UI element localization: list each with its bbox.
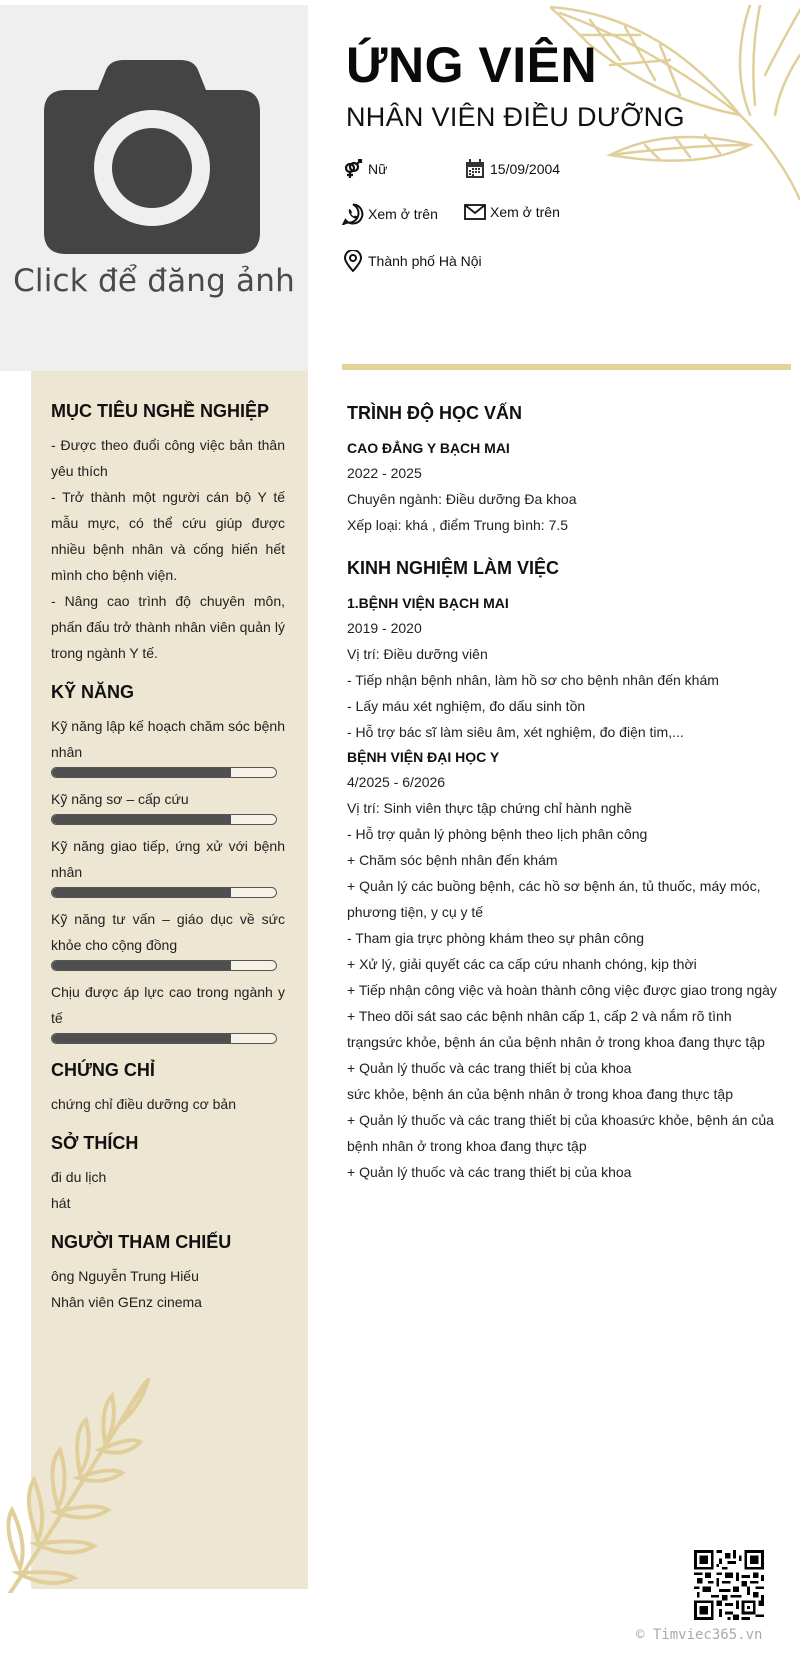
location-pin-icon (342, 250, 364, 272)
gender-value: Nữ (368, 161, 388, 177)
reference-item: ông Nguyễn Trung Hiếu (51, 1268, 199, 1284)
experience-section (347, 558, 777, 1185)
job-line: + Quản lý các buồng bệnh, các hồ sơ bệnh án, tủ thuốc, máy móc, phương tiện, y cụ y tế (347, 878, 761, 920)
photo-upload-area[interactable] (0, 5, 308, 371)
job-period: 2019 - 2020 (347, 620, 422, 636)
skill-item (51, 833, 285, 898)
experience-heading: KINH NGHIỆM LÀM VIỆC (347, 558, 560, 578)
skill-label: Kỹ năng tư vấn – giáo dục về sức khỏe cho cộng đồng (51, 911, 285, 953)
address-info (342, 250, 482, 272)
objective-line: - Trở thành một người cán bộ Y tế mẫu mực, có thể cứu giúp được nhiều bệnh nhân và cống hiến hết mình cho bệnh viện. (51, 489, 285, 583)
leaf-decoration-icon (0, 1378, 160, 1593)
skills-section (51, 682, 285, 1044)
skill-item (51, 713, 285, 778)
gender-info (342, 158, 387, 180)
gender-icon (342, 158, 364, 180)
dob-value: 15/09/2004 (490, 161, 561, 177)
education-period: 2022 - 2025 (347, 465, 422, 481)
job-period: 4/2025 - 6/2026 (347, 774, 446, 790)
education-heading: TRÌNH ĐỘ HỌC VẤN (347, 403, 522, 423)
skill-bar (51, 960, 277, 971)
job-org: 1.BỆNH VIỆN BẠCH MAI (347, 595, 509, 611)
qr-code-icon (694, 1550, 764, 1620)
job-line: - Hỗ trợ quản lý phòng bệnh theo lịch phân công (347, 826, 648, 842)
main-content (347, 403, 777, 1205)
skills-heading: KỸ NĂNG (51, 682, 135, 702)
address-value: Thành phố Hà Nội (368, 253, 482, 269)
skill-bar (51, 1033, 277, 1044)
candidate-name: ỨNG VIÊN (346, 37, 598, 93)
certificates-section (51, 1060, 285, 1117)
job-line: sức khỏe, bệnh án của bệnh nhân ở trong khoa đang thực tập (347, 1086, 733, 1102)
phone-icon (342, 203, 364, 225)
skill-item (51, 786, 285, 825)
objective-line: - Nâng cao trình độ chuyên môn, phấn đấu trở thành nhân viên quản lý trong ngành Y tế. (51, 593, 285, 661)
skill-label: Kỹ năng lập kế hoạch chăm sóc bệnh nhân (51, 718, 285, 760)
phone-info (342, 203, 438, 225)
objective-heading: MỤC TIÊU NGHỀ NGHIỆP (51, 401, 270, 421)
education-major: Chuyên ngành: Điều dưỡng Đa khoa (347, 491, 577, 507)
job-line: Vị trí: Điều dưỡng viên (347, 646, 488, 662)
job-line: - Tiếp nhận bệnh nhân, làm hồ sơ cho bệnh nhân đến khám (347, 672, 719, 688)
job-line: - Lấy máu xét nghiệm, đo dấu sinh tồn (347, 698, 586, 714)
job-entry (347, 591, 777, 745)
upload-photo-label: Click để đăng ảnh (13, 263, 295, 299)
skill-bar (51, 814, 277, 825)
skill-bar-fill (52, 1034, 231, 1043)
skill-bar (51, 767, 277, 778)
job-line: - Hỗ trợ bác sĩ làm siêu âm, xét nghiệm, đo điện tim,... (347, 724, 684, 740)
skill-label: Kỹ năng sơ – cấp cứu (51, 791, 189, 807)
job-org: BỆNH VIỆN ĐẠI HỌC Y (347, 749, 500, 765)
job-line: + Quản lý thuốc và các trang thiết bị của khoa (347, 1060, 632, 1076)
job-line: + Tiếp nhận công việc và hoàn thành công việc được giao trong ngày (347, 982, 777, 998)
skill-bar (51, 887, 277, 898)
calendar-icon (464, 158, 486, 180)
camera-icon (44, 60, 260, 254)
education-grade: Xếp loại: khá , điểm Trung bình: 7.5 (347, 517, 569, 533)
certificates-heading: CHỨNG CHỈ (51, 1060, 155, 1080)
email-value: Xem ở trên (490, 204, 560, 220)
hobby-item: đi du lịch (51, 1169, 107, 1185)
job-title: NHÂN VIÊN ĐIỀU DƯỠNG (346, 102, 685, 132)
skill-bar-fill (52, 888, 231, 897)
reference-item: Nhân viên GEnz cinema (51, 1294, 202, 1310)
job-line: + Quản lý thuốc và các trang thiết bị của khoasức khỏe, bệnh án của bệnh nhân ở trong khoa đang thực tập (347, 1112, 774, 1154)
job-line: + Theo dõi sát sao các bệnh nhân cấp 1, cấp 2 và nắm rõ tình trạngsức khỏe, bệnh án của bệnh nhân ở trong khoa đang thực tập (347, 1008, 765, 1050)
job-line: Vị trí: Sinh viên thực tập chứng chỉ hành nghề (347, 800, 632, 816)
copyright-text: © Timviec365.vn (636, 1627, 763, 1643)
job-line: + Chăm sóc bệnh nhân đến khám (347, 852, 558, 868)
hobbies-section (51, 1133, 285, 1216)
skill-bar-fill (52, 815, 231, 824)
mail-icon (464, 201, 486, 223)
skill-label: Kỹ năng giao tiếp, ứng xử với bệnh nhân (51, 838, 285, 880)
skill-item (51, 906, 285, 971)
skill-label: Chịu được áp lực cao trong ngành y tế (51, 984, 285, 1026)
phone-value: Xem ở trên (368, 206, 438, 222)
school-name: CAO ĐẲNG Y BẠCH MAI (347, 440, 510, 456)
skill-bar-fill (52, 961, 231, 970)
email-info (464, 201, 560, 223)
job-entry (347, 745, 777, 1185)
skill-bar-fill (52, 768, 231, 777)
references-section (51, 1232, 285, 1315)
certificate-item: chứng chỉ điều dưỡng cơ bản (51, 1096, 236, 1112)
job-line: + Xử lý, giải quyết các ca cấp cứu nhanh chóng, kịp thời (347, 956, 697, 972)
objective-section (51, 401, 285, 666)
objective-line: - Được theo đuổi công việc bản thân yêu thích (51, 437, 285, 479)
skill-item (51, 979, 285, 1044)
hobby-item: hát (51, 1195, 71, 1211)
education-section (347, 403, 777, 538)
hobbies-heading: SỞ THÍCH (51, 1133, 139, 1153)
job-line: - Tham gia trực phòng khám theo sự phân công (347, 930, 645, 946)
job-line: + Quản lý thuốc và các trang thiết bị của khoa (347, 1164, 632, 1180)
references-heading: NGƯỜI THAM CHIẾU (51, 1232, 232, 1252)
header-divider (342, 364, 791, 370)
dob-info (464, 158, 560, 180)
